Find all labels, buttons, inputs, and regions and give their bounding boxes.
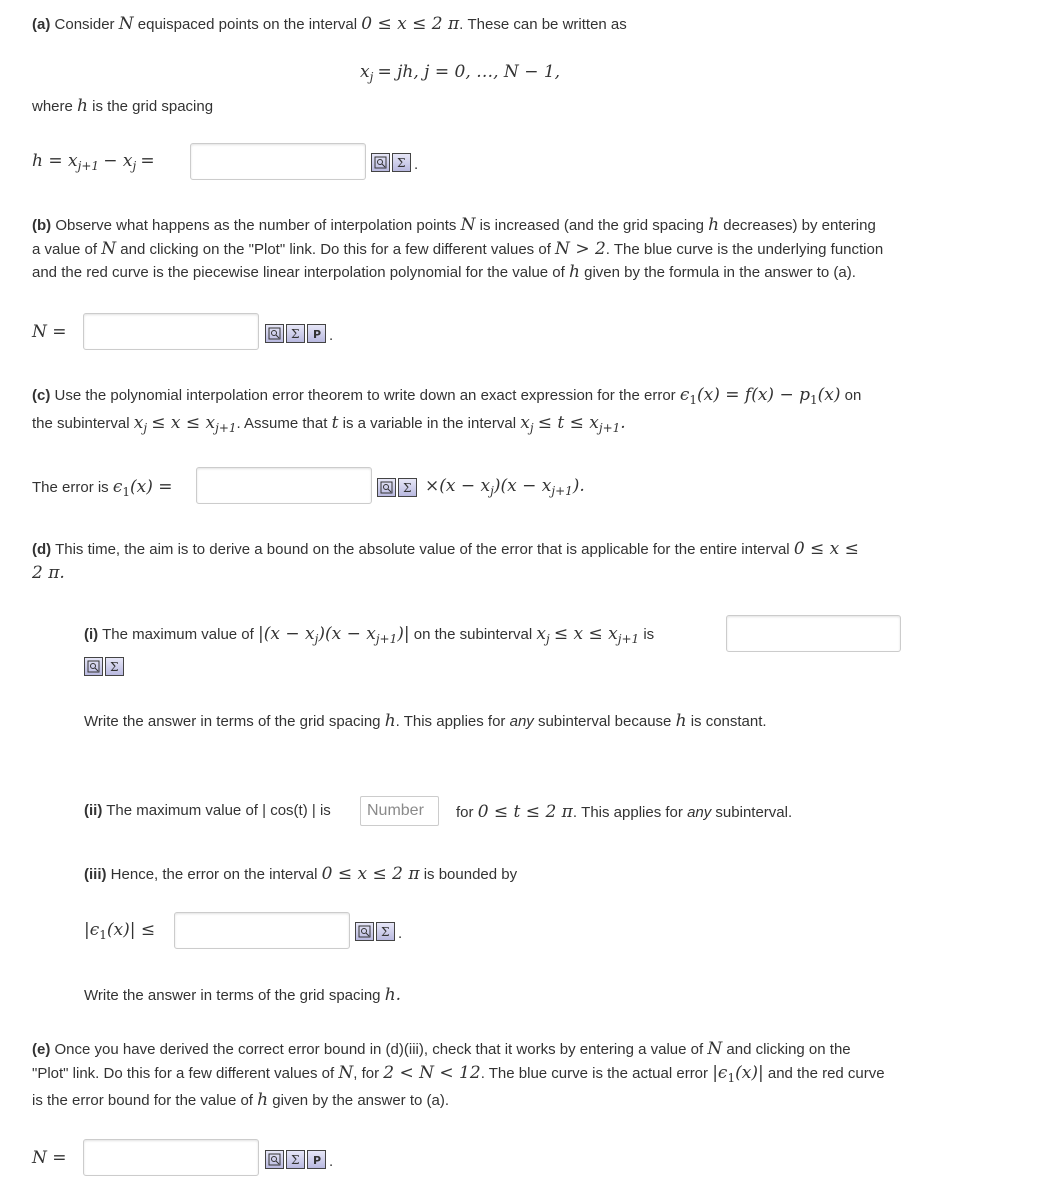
part-d-i-sub: j+1 (617, 632, 640, 646)
note-h: h. (384, 985, 402, 1005)
part-e-N-label: N = (32, 1148, 67, 1168)
part-a-N: N (118, 14, 134, 34)
note-text: Write the answer in terms of the grid spacing (84, 713, 381, 730)
part-b-N: N (460, 215, 476, 235)
h-eq-equals: = (140, 151, 155, 171)
part-d-i-expr: )| (397, 624, 410, 644)
part-d-ii-line (84, 802, 331, 819)
part-b-text: Observe what happens as the number of interpolation points (55, 217, 457, 234)
part-d-i-expr: ≤ x ≤ x (553, 624, 618, 644)
bound-sub: 1 (99, 928, 107, 942)
preview-icon[interactable] (265, 324, 284, 343)
factor-expr: ). (572, 476, 585, 496)
formula-rest: = jh, j = 0, …, N − 1, (377, 62, 561, 82)
part-d-ii-text: subinterval. (715, 804, 793, 821)
answer-N-input-e[interactable] (83, 1139, 259, 1176)
part-d-iii-text: is bounded by (423, 866, 518, 883)
part-d-ii-tail (456, 802, 792, 822)
equation-editor-icon[interactable] (392, 153, 411, 172)
preview-icon[interactable] (377, 478, 396, 497)
svg-text:Σ: Σ (291, 327, 300, 340)
part-b-text: . The blue curve is the underlying function (605, 240, 884, 258)
part-c-expr: x (133, 412, 144, 433)
where-h-line (32, 96, 213, 116)
part-c-text: is a variable in the interval (342, 414, 517, 432)
part-a-label: (a) (32, 16, 51, 33)
note-h: h (675, 711, 687, 731)
note-any: any (509, 713, 534, 730)
error-label-text: The error is (32, 479, 109, 496)
answer-N-tools-e (265, 1150, 333, 1169)
period: . (329, 327, 334, 344)
svg-text:Σ: Σ (381, 925, 390, 938)
equation-editor-icon[interactable] (286, 324, 305, 343)
svg-text:Σ: Σ (397, 156, 406, 169)
part-e-text: , for (353, 1064, 380, 1082)
part-b-text: is increased (and the grid spacing (479, 217, 704, 234)
h-equation-label (32, 151, 155, 173)
part-d-ii-expr: | cos(t) | (262, 802, 316, 819)
bound-label (84, 920, 155, 942)
grid-points-formula (360, 62, 560, 84)
part-d-i-sub: j+1 (375, 632, 398, 646)
part-b-text: and clicking on the "Plot" link. Do this for a few different values of (120, 240, 551, 258)
part-c-paragraph: (c) Use the polynomial interpolation error theorem to write down an exact expression for the error $\epsilon_1(x) = f(x) - p_1(x)$ on the subinterval $x_j \le x \le x_{j+1}$. Assume that t is a variable in the interval $x_j \le t \le x_{j+1}$. (32, 385, 862, 435)
part-d-i-sub: j (545, 632, 550, 646)
answer-bound-input[interactable] (174, 912, 350, 949)
part-e-h: h (257, 1090, 269, 1110)
part-b-h: h (568, 262, 580, 282)
part-d-iii-text: Hence, the error on the interval (110, 866, 318, 883)
part-c-text: . Assume that (236, 414, 328, 432)
bound-expr: |ϵ (84, 920, 100, 940)
part-e-condition: 2 < N < 12 (383, 1062, 481, 1083)
part-d-ii-text: . This applies for (572, 804, 683, 821)
note-text: Write the answer in terms of the grid spacing (84, 987, 381, 1004)
part-c-sub: 1 (689, 393, 697, 407)
part-b-N-label: N = (32, 322, 67, 342)
error-epsilon: ϵ (112, 477, 123, 497)
answer-error-tools (377, 478, 417, 497)
preview-icon[interactable] (84, 657, 103, 676)
part-d-ii-text: The maximum value of (106, 802, 258, 819)
part-d-i-expr: )(x − x (318, 624, 376, 644)
factor-expr: )(x − x (493, 476, 552, 496)
part-d-text: This time, the aim is to derive a bound on the absolute value of the error that is applicable for the entire interval (55, 541, 790, 558)
part-e-text: given by the answer to (a). (272, 1092, 450, 1109)
note-text: . This applies for (395, 713, 506, 730)
part-c-epsilon: ϵ (679, 385, 690, 405)
answer-N-input-b[interactable] (83, 313, 259, 350)
part-c-sub: j+1 (598, 420, 621, 435)
plot-icon[interactable] (307, 1150, 326, 1169)
h-eq-start: h = x (32, 151, 78, 171)
part-b-text: given by the formula in the answer to (a). (584, 264, 856, 281)
part-d-i-label: (i) (84, 626, 99, 643)
part-c-text: the subinterval (32, 414, 130, 432)
preview-icon[interactable] (265, 1150, 284, 1169)
error-expr: (x) = (130, 477, 173, 497)
part-d-iii-line (84, 864, 517, 884)
equation-editor-icon[interactable] (376, 922, 395, 941)
answer-max-product-tools (84, 657, 124, 676)
period: . (414, 156, 419, 173)
where-text-1: where (32, 98, 73, 115)
part-d-iii-expr: 0 ≤ x ≤ 2 π (321, 864, 420, 884)
part-c-t: t (331, 412, 339, 433)
part-c-expr: ≤ t ≤ x (537, 412, 599, 433)
part-d-i-note (84, 711, 767, 731)
part-c-expr: (x) (817, 385, 841, 405)
part-e-paragraph (32, 1038, 932, 1113)
plot-icon[interactable] (307, 324, 326, 343)
part-b-h: h (708, 215, 720, 235)
part-d-i-text: The maximum value of (102, 626, 254, 643)
part-d-iii-note (84, 985, 401, 1005)
part-d-ii-any: any (687, 804, 712, 821)
bound-expr: (x)| ≤ (106, 920, 156, 940)
factor-expr: ×(x − x (425, 476, 491, 496)
part-e-text: and clicking on the (726, 1041, 851, 1058)
answer-bound-tools (355, 922, 402, 941)
part-b-text: a value of (32, 240, 98, 258)
part-d-iii-label: (iii) (84, 866, 107, 883)
part-c-expr: ≤ x ≤ x (151, 412, 216, 433)
part-d-i-text: is (643, 626, 655, 643)
equation-editor-icon[interactable] (105, 657, 124, 676)
h-eq-minus: − x (103, 151, 133, 171)
part-a-intro (32, 14, 627, 34)
svg-text:Σ: Σ (291, 1153, 300, 1166)
part-c-sub: j (529, 420, 534, 435)
part-e-N: N (707, 1039, 723, 1059)
answer-max-cos-input[interactable]: Number (360, 796, 439, 826)
factor-sub: j (490, 484, 494, 498)
part-d-i-expr: x (536, 624, 546, 644)
h-eq-sub1: j+1 (77, 159, 100, 173)
part-d-expr: 0 ≤ x ≤ (793, 539, 859, 559)
where-h: h (77, 96, 88, 116)
formula-x: x (360, 62, 370, 82)
part-e-text: "Plot" link. Do this for a few different values of (32, 1064, 335, 1082)
svg-text:P: P (313, 328, 322, 340)
period: . (329, 1153, 334, 1170)
part-d-paragraph (32, 538, 932, 585)
part-e-text: Once you have derived the correct error bound in (d)(iii), check that it works by entering a value of (54, 1041, 704, 1058)
part-c-text: on (844, 387, 862, 404)
h-eq-sub2: j (132, 159, 137, 173)
part-e-sub: 1 (727, 1070, 736, 1085)
error-label (32, 477, 173, 499)
part-a-interval: 0 ≤ x ≤ 2 π (361, 14, 460, 34)
part-c-expr: x (520, 412, 530, 433)
part-c-label: (c) (32, 387, 51, 404)
answer-N-tools-b (265, 324, 333, 343)
part-e-expr: |ϵ (712, 1062, 728, 1083)
part-d-ii-text: for (456, 804, 474, 821)
part-d-ii-label: (ii) (84, 802, 103, 819)
part-e-text: and the red curve (767, 1064, 885, 1082)
note-text: subinterval because (537, 713, 672, 730)
note-h: h (384, 711, 396, 731)
part-b-N: N (101, 238, 117, 259)
svg-text:P: P (313, 1154, 322, 1166)
part-c-text: Use the polynomial interpolation error theorem to write down an exact expression for the error (54, 387, 676, 404)
part-b-condition: N > 2 (555, 238, 606, 259)
part-d-i-sub: j (314, 632, 319, 646)
error-sub: 1 (122, 485, 131, 499)
part-d-label: (d) (32, 541, 52, 558)
answer-max-product-input[interactable] (726, 615, 901, 652)
part-c-sub: j+1 (215, 420, 237, 435)
svg-text:Σ: Σ (110, 660, 119, 673)
part-b-text: and the red curve is the piecewise linear interpolation polynomial for the value of (32, 264, 565, 281)
part-b-label: (b) (32, 217, 52, 234)
part-b-text: decreases) by entering (723, 217, 876, 234)
preview-icon[interactable] (371, 153, 390, 172)
where-text-2: is the grid spacing (92, 98, 214, 115)
part-c-expr: (x) = f(x) − p (697, 385, 810, 405)
equation-editor-icon[interactable] (286, 1150, 305, 1169)
part-e-expr: (x)| (735, 1062, 764, 1083)
answer-h-input[interactable] (190, 143, 366, 180)
part-e-label: (e) (32, 1041, 51, 1058)
part-c-sub: 1 (809, 393, 818, 407)
answer-error-input[interactable] (196, 467, 372, 504)
part-d-expr: 2 π. (32, 562, 65, 583)
part-a-text-2: equispaced points on the interval (137, 16, 358, 33)
svg-text:Σ: Σ (403, 481, 412, 494)
part-d-ii-expr: 0 ≤ t ≤ 2 π (477, 802, 573, 822)
period: . (398, 925, 403, 942)
factor-sub: j+1 (551, 484, 573, 498)
note-text: is constant. (690, 713, 767, 730)
part-e-text: is the error bound for the value of (32, 1092, 253, 1109)
part-b-paragraph (32, 214, 932, 285)
part-a-text-1: Consider (54, 16, 115, 33)
equation-editor-icon[interactable] (398, 478, 417, 497)
part-e-text: . The blue curve is the actual error (480, 1064, 709, 1082)
part-a-text-3: . These can be written as (459, 16, 627, 33)
part-d-i-expr: |(x − x (257, 624, 315, 644)
part-c-sub: j (143, 420, 148, 435)
formula-sub: j (369, 70, 374, 84)
preview-icon[interactable] (355, 922, 374, 941)
part-d-i-line (84, 624, 654, 646)
error-factor (425, 476, 585, 498)
answer-h-tools (371, 153, 418, 172)
part-d-ii-text: is (319, 802, 331, 819)
part-e-N: N (338, 1062, 354, 1083)
part-d-i-text: on the subinterval (413, 626, 533, 643)
